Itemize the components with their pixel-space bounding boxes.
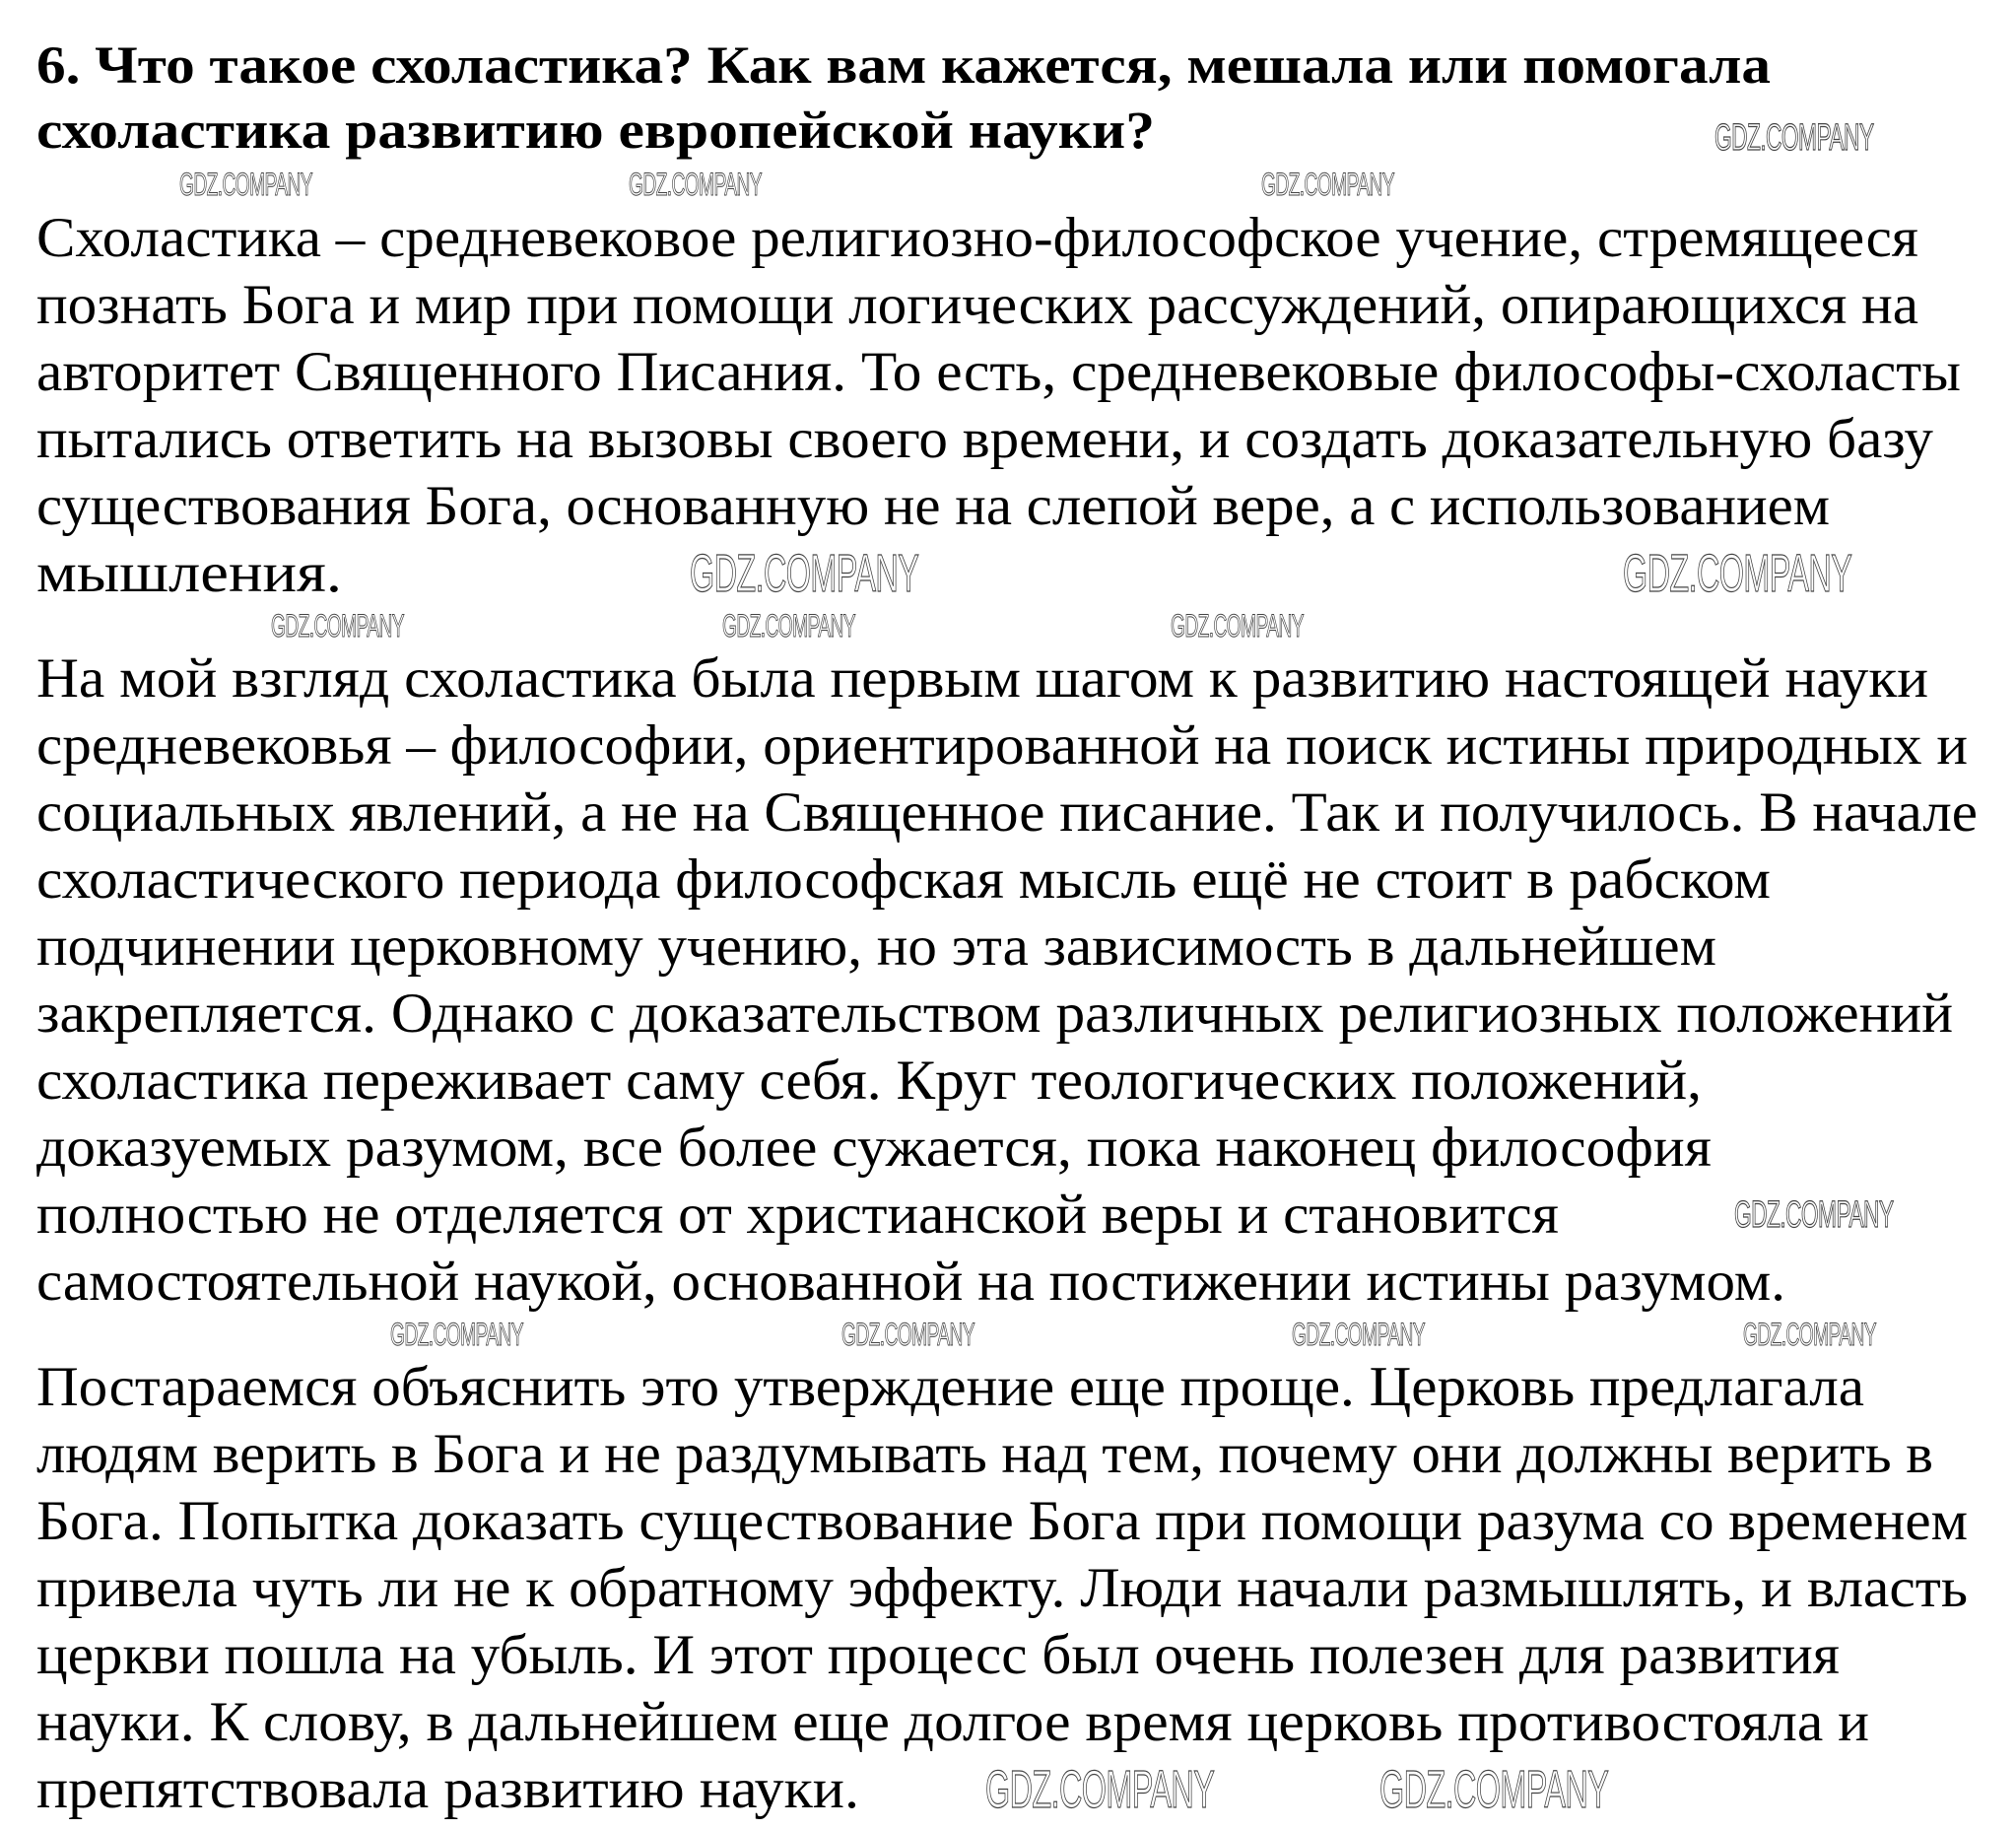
paragraph-2-line: средневековья – философии, ориентированной на поиск истины природных и [36, 714, 1968, 777]
watermark-logo: GDZ.COMPANY [1379, 1760, 1609, 1819]
paragraph-2-line: социальных явлений, а не на Священное писание. Так и получилось. В начале [36, 781, 1979, 844]
paragraph-2-line: полностью не отделяется от христианской веры и становится [36, 1184, 1559, 1246]
paragraph-2-line: схоластика переживает саму себя. Круг теологических положений, [36, 1050, 1702, 1112]
watermark-logo: GDZ.COMPANY [1623, 544, 1852, 603]
paragraph-3-line: людям верить в Бога и не раздумывать над тем, почему они должны верить в [36, 1423, 1933, 1485]
watermark-logo: GDZ.COMPANY [690, 544, 919, 603]
paragraph-3-line: Постараемся объяснить это утверждение еще проще. Церковь предлагала [36, 1356, 1864, 1418]
paragraph-2-line: На мой взгляд схоластика была первым шагом к развитию настоящей науки [36, 647, 1928, 710]
watermark-logo: GDZ.COMPANY [1292, 1317, 1425, 1352]
paragraph-2-line: схоластического периода философская мысль ещё не стоит в рабском [36, 848, 1772, 911]
watermark-logo: GDZ.COMPANY [179, 167, 312, 202]
question-title-line: 6. Что такое схоластика? Как вам кажется, мешала или помогала [36, 35, 1771, 95]
watermark-logo: GDZ.COMPANY [1261, 167, 1394, 202]
paragraph-3-line: препятствовала развитию науки. [36, 1758, 859, 1820]
watermark-logo: GDZ.COMPANY [271, 608, 404, 644]
watermark-logo: GDZ.COMPANY [841, 1317, 974, 1352]
paragraph-1-line: мышления. [36, 542, 342, 604]
question-title-line: схоластика развитию европейской науки? [36, 101, 1155, 160]
paragraph-1-line: авторитет Священного Писания. То есть, средневековые философы-схоласты [36, 341, 1961, 403]
watermark-logo: GDZ.COMPANY [985, 1760, 1215, 1819]
paragraph-1-line: Схоластика – средневековое религиозно-философское учение, стремящееся [36, 207, 1918, 269]
watermark-logo: GDZ.COMPANY [1743, 1317, 1876, 1352]
watermark-logo: GDZ.COMPANY [1171, 608, 1304, 644]
paragraph-2-line: доказуемых разумом, все более сужается, пока наконец философия [36, 1117, 1712, 1179]
watermark-logo: GDZ.COMPANY [629, 167, 762, 202]
paragraph-1-line: познать Бога и мир при помощи логических рассуждений, опирающихся на [36, 274, 1919, 336]
paragraph-1-line: существования Бога, основанную не на слепой вере, а с использованием [36, 475, 1830, 537]
paragraph-1-line: пытались ответить на вызовы своего времени, и создать доказательную базу [36, 408, 1934, 470]
paragraph-3-line: науки. К слову, в дальнейшем еще долгое время церковь противостояла и [36, 1691, 1869, 1753]
watermark-logo: GDZ.COMPANY [390, 1317, 523, 1352]
paragraph-2-line: самостоятельной наукой, основанной на постижении истины разумом. [36, 1251, 1785, 1313]
watermark-logo: GDZ.COMPANY [722, 608, 855, 644]
paragraph-2-line: подчинении церковному учению, но эта зависимость в дальнейшем [36, 915, 1716, 978]
paragraph-3-line: Бога. Попытка доказать существование Бога при помощи разума со временем [36, 1490, 1968, 1552]
watermark-logo: GDZ.COMPANY [1714, 117, 1874, 159]
paragraph-3-line: привела чуть ли не к обратному эффекту. Люди начали размышлять, и власть [36, 1557, 1968, 1619]
paragraph-3-line: церкви пошла на убыль. И этот процесс был очень полезен для развития [36, 1624, 1840, 1686]
paragraph-2-line: закрепляется. Однако с доказательством различных религиозных положений [36, 983, 1953, 1045]
watermark-logo: GDZ.COMPANY [1734, 1194, 1894, 1236]
